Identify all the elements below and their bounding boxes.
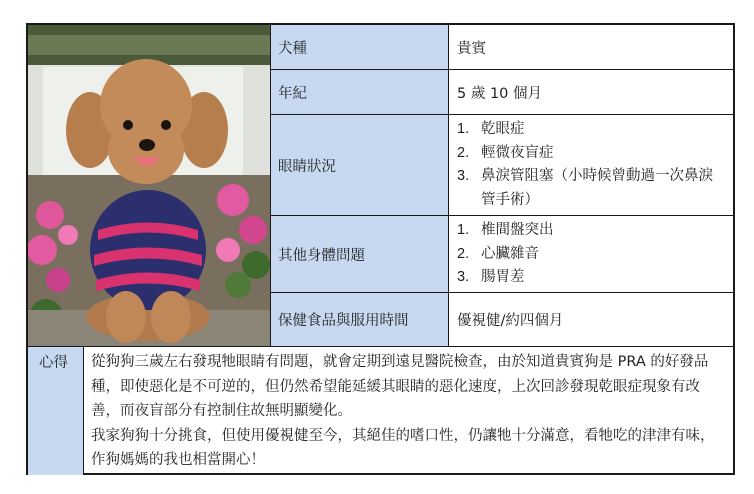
list-item: 1. 椎間盤突出 — [457, 222, 554, 238]
notes-text — [84, 347, 733, 473]
row-age — [271, 70, 735, 115]
row-eye-condition — [271, 115, 735, 216]
dog-profile-card — [26, 23, 735, 475]
breed-label: 犬種 — [271, 25, 449, 69]
list-item: 1. 乾眼症 — [457, 121, 525, 137]
list-item: 3. 鼻淚管阻塞（小時候曾動過一次鼻淚管手術） — [457, 168, 713, 208]
notes-paragraph: 從狗狗三歲左右發現牠眼睛有問題，就會定期到遠見醫院檢查，由於知道貴賓狗是 PRA 的好發品種，即使惡化是不可逆的，但仍然希望能延緩其眼睛的惡化速度，上次回診發現乾眼症現象有改善，而夜盲部分有控制住故無明顯變化。 — [91, 354, 709, 419]
list-item: 2. 心臟雜音 — [457, 245, 539, 262]
other-health-list — [449, 216, 735, 292]
eye-condition-label: 眼睛狀況 — [271, 115, 449, 215]
notes-row — [28, 347, 733, 475]
list-item: 2. 輕微夜盲症 — [457, 144, 554, 161]
eye-condition-list — [449, 115, 735, 215]
other-health-label: 其他身體問題 — [271, 216, 449, 292]
supplement-value: 優視健/約四個月 — [457, 313, 564, 329]
notes-paragraph: 我家狗狗十分挑食，但使用優視健至今，其絕佳的嗜口性，仍讓牠十分滿意，看牠吃的津津有味，作狗媽媽的我也相當開心！ — [91, 427, 715, 468]
supplement-label: 保健食品與服用時間 — [271, 293, 449, 346]
row-supplement — [271, 293, 735, 347]
notes-label: 心得 — [28, 347, 84, 475]
list-item: 3. 腸胃差 — [457, 269, 525, 285]
row-other-health — [271, 216, 735, 293]
age-value: 5 歲 10 個月 — [457, 85, 543, 102]
age-label: 年紀 — [271, 70, 449, 114]
dog-photo — [28, 25, 270, 346]
profile-table — [271, 25, 735, 347]
breed-value: 貴賓 — [457, 40, 486, 57]
dog-photo-cell — [28, 25, 271, 347]
row-breed — [271, 25, 735, 70]
